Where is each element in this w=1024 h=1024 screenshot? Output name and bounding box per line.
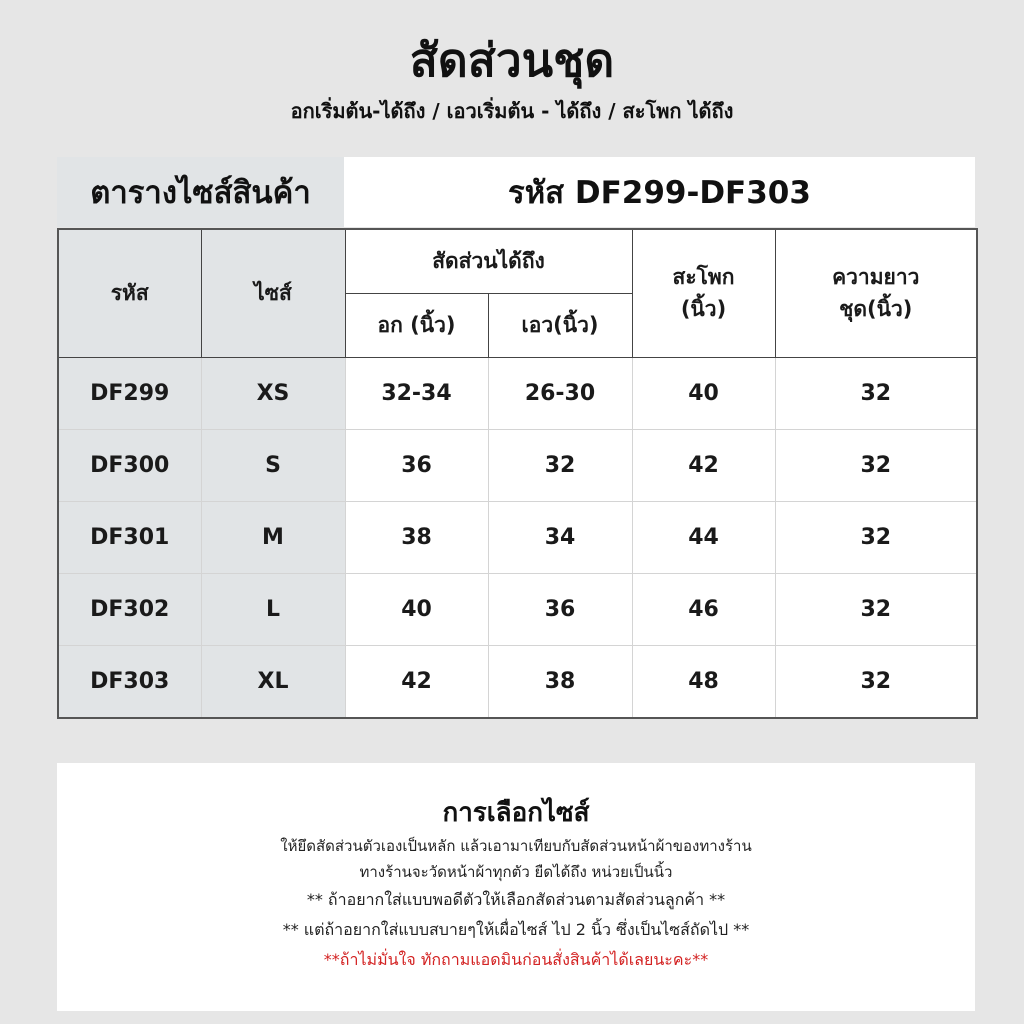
- cell-waist: 32: [488, 429, 632, 501]
- cell-chest: 38: [345, 501, 488, 573]
- cell-code: DF300: [58, 429, 201, 501]
- cell-waist: 38: [488, 645, 632, 718]
- cell-chest: 40: [345, 573, 488, 645]
- page-title: สัดส่วนชุด: [409, 33, 615, 87]
- cell-hip: 42: [632, 429, 775, 501]
- cell-code: DF303: [58, 645, 201, 718]
- column-header-waist: เอว(นิ้ว): [488, 293, 632, 357]
- cell-size: M: [201, 501, 345, 573]
- table-row: [58, 357, 977, 429]
- cell-chest: 32-34: [345, 357, 488, 429]
- cell-size: XL: [201, 645, 345, 718]
- size-guide-line: ทางร้านจะวัดหน้าผ้าทุกตัว ยืดได้ถึง หน่วยเป็นนิ้ว: [359, 863, 673, 881]
- cell-hip: 40: [632, 357, 775, 429]
- size-guide-box: [57, 763, 975, 1011]
- length-header-line1: ความยาว: [832, 265, 920, 290]
- cell-waist: 36: [488, 573, 632, 645]
- size-table: [57, 228, 978, 719]
- cell-length: 32: [775, 645, 977, 718]
- table-row: [58, 645, 977, 718]
- table-header-band: [57, 157, 975, 227]
- contact-admin-warning: **ถ้าไม่มั่นใจ ทักถามแอดมินก่อนสั่งสินค้าได้เลยนะคะ**: [323, 950, 709, 969]
- size-guide-title: การเลือกไซส์: [442, 798, 590, 828]
- cell-waist: 34: [488, 501, 632, 573]
- cell-length: 32: [775, 573, 977, 645]
- cell-hip: 46: [632, 573, 775, 645]
- hip-header-line1: สะโพก: [672, 265, 735, 290]
- size-guide-note: ** ถ้าอยากใส่แบบพอดีตัวให้เลือกสัดส่วนตามสัดส่วนลูกค้า **: [306, 890, 726, 909]
- size-guide-line: ให้ยึดสัดส่วนตัวเองเป็นหลัก แล้วเอามาเทียบกับสัดส่วนหน้าผ้าของทางร้าน: [280, 837, 752, 855]
- cell-length: 32: [775, 429, 977, 501]
- cell-code: DF299: [58, 357, 201, 429]
- column-header-size: ไซส์: [201, 229, 345, 357]
- column-header-length: [775, 229, 977, 357]
- table-row: [58, 501, 977, 573]
- column-header-hip: [632, 229, 775, 357]
- size-guide-note: ** แต่ถ้าอยากใส่แบบสบายๆให้เผื่อไซส์ ไป 2 นิ้ว ซึ่งเป็นไซส์ถัดไป **: [282, 920, 750, 939]
- cell-size: XS: [201, 357, 345, 429]
- table-row: [58, 429, 977, 501]
- cell-hip: 48: [632, 645, 775, 718]
- length-header-line2: ชุด(นิ้ว): [839, 297, 913, 322]
- cell-chest: 36: [345, 429, 488, 501]
- cell-size: S: [201, 429, 345, 501]
- cell-chest: 42: [345, 645, 488, 718]
- cell-code: DF301: [58, 501, 201, 573]
- product-code-range: รหัส DF299-DF303: [508, 175, 811, 211]
- hip-header-line2: (นิ้ว): [680, 297, 727, 322]
- cell-size: L: [201, 573, 345, 645]
- cell-waist: 26-30: [488, 357, 632, 429]
- page-subtitle: อกเริ่มต้น-ได้ถึง / เอวเริ่มต้น - ได้ถึง / สะโพก ได้ถึง: [290, 99, 734, 123]
- table-row: [58, 573, 977, 645]
- column-header-group: สัดส่วนได้ถึง: [345, 229, 632, 293]
- cell-code: DF302: [58, 573, 201, 645]
- size-chart-label: ตารางไซส์สินค้า: [57, 157, 344, 227]
- cell-hip: 44: [632, 501, 775, 573]
- column-header-chest: อก (นิ้ว): [345, 293, 488, 357]
- table-header-row: [58, 229, 977, 293]
- cell-length: 32: [775, 501, 977, 573]
- cell-length: 32: [775, 357, 977, 429]
- column-header-code: รหัส: [58, 229, 201, 357]
